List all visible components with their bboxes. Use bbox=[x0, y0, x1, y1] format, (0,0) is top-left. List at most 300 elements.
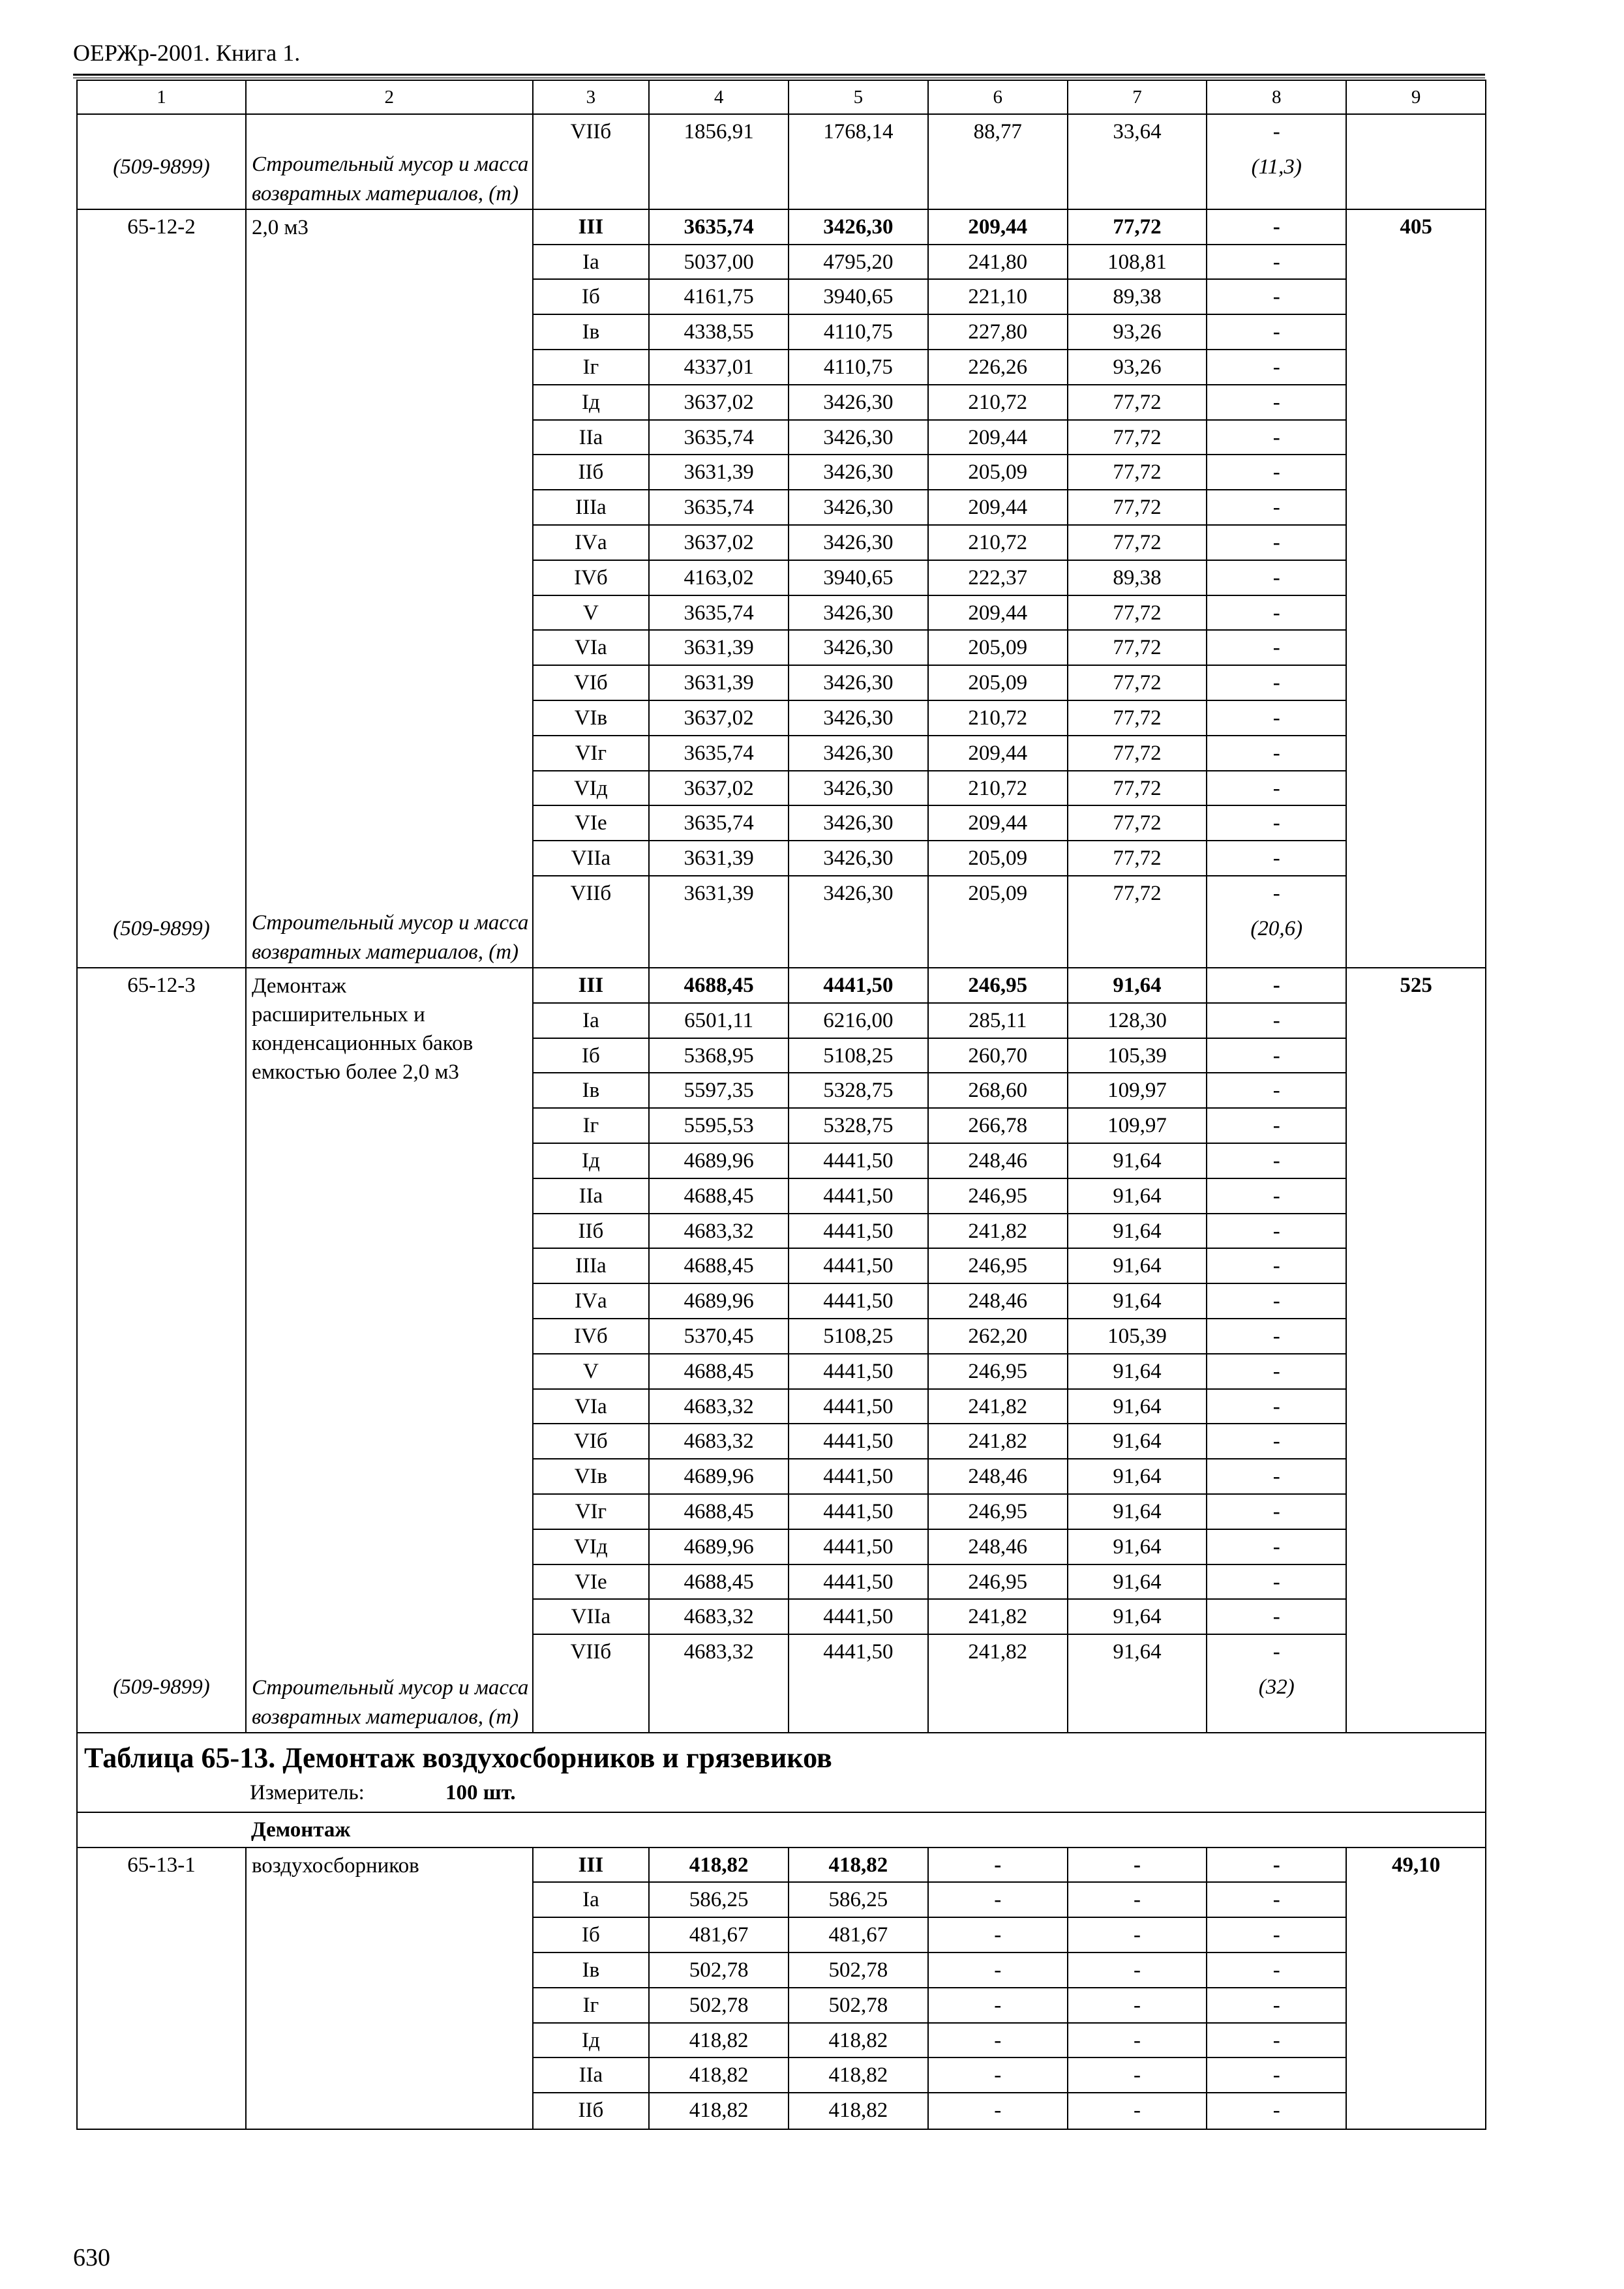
value-cell: 4441,50 bbox=[789, 1495, 927, 1530]
value-cell: - bbox=[1207, 1073, 1346, 1109]
value-cell: VIе bbox=[534, 806, 649, 841]
header-rule bbox=[73, 74, 1485, 76]
value-cell: 3426,30 bbox=[823, 881, 894, 905]
total-cell bbox=[1346, 114, 1486, 209]
value-cell: - bbox=[1207, 1179, 1346, 1214]
value-cell: 4683,32 bbox=[684, 1640, 754, 1664]
value-cell: 241,82 bbox=[929, 1214, 1067, 1249]
measure-unit bbox=[78, 1776, 1485, 1809]
value-cell: - bbox=[1207, 1004, 1346, 1039]
value-cell: Iв bbox=[534, 1953, 649, 1988]
value-column bbox=[533, 114, 650, 209]
value-cell: Iв bbox=[534, 1073, 649, 1109]
value-cell: 241,82 bbox=[929, 1390, 1067, 1425]
value-cell: VIа bbox=[534, 631, 649, 666]
value-cell: VIв bbox=[534, 701, 649, 736]
value-cell: - bbox=[929, 1918, 1067, 1953]
value-cell: 4688,45 bbox=[650, 1354, 788, 1390]
value-cell: Iв bbox=[534, 315, 649, 350]
value-cell: 3631,39 bbox=[650, 666, 788, 701]
value-cell: 4689,96 bbox=[650, 1530, 788, 1565]
total-cell bbox=[1346, 209, 1486, 968]
value-cell: Iа bbox=[534, 1883, 649, 1918]
value-cell: 248,46 bbox=[929, 1530, 1067, 1565]
value-cell: 209,44 bbox=[929, 210, 1067, 245]
page-header-title: ОЕРЖр-2001. Книга 1. bbox=[73, 40, 301, 66]
value-column bbox=[533, 968, 650, 1733]
value-cell: - bbox=[1207, 1144, 1346, 1179]
value-cell: 3635,74 bbox=[650, 806, 788, 841]
value-cell: - bbox=[1207, 1424, 1346, 1459]
value-cell: 5328,75 bbox=[789, 1073, 927, 1109]
value-cell: 89,38 bbox=[1068, 280, 1207, 315]
value-cell: - bbox=[1207, 841, 1346, 876]
value-cell: 4689,96 bbox=[650, 1284, 788, 1319]
value-cell: 205,09 bbox=[929, 631, 1067, 666]
value-column bbox=[649, 968, 789, 1733]
value-cell: 5108,25 bbox=[789, 1039, 927, 1074]
value-cell: - bbox=[1272, 120, 1280, 143]
measure-unit-value: 100 шт. bbox=[445, 1780, 516, 1804]
value-cell: 4441,50 bbox=[789, 1284, 927, 1319]
value-cell: Iб bbox=[534, 1918, 649, 1953]
value-cell: - bbox=[1207, 280, 1346, 315]
value-cell: VIд bbox=[534, 1530, 649, 1565]
value-cell: 91,64 bbox=[1068, 1495, 1207, 1530]
value-cell: 205,09 bbox=[968, 881, 1028, 905]
value-cell: 4441,50 bbox=[789, 1600, 927, 1635]
value-cell: 91,64 bbox=[1068, 1214, 1207, 1249]
measure-unit-label: Измеритель: bbox=[250, 1780, 365, 1804]
value-cell: 246,95 bbox=[929, 1179, 1067, 1214]
value-cell: 4688,45 bbox=[650, 1495, 788, 1530]
value-cell: 418,82 bbox=[650, 2024, 788, 2059]
value-cell: 241,82 bbox=[929, 1600, 1067, 1635]
value-cell: Iб bbox=[534, 1039, 649, 1074]
value-cell: 227,80 bbox=[929, 315, 1067, 350]
value-cell: 4441,50 bbox=[789, 1214, 927, 1249]
column-number: 2 bbox=[246, 80, 533, 114]
value-cell: - bbox=[1207, 666, 1346, 701]
value-cell: 4163,02 bbox=[650, 561, 788, 596]
value-cell: 4683,32 bbox=[650, 1600, 788, 1635]
value-column bbox=[533, 209, 650, 968]
rate-block-65-13-1 bbox=[77, 1848, 1486, 2129]
value-cell: - bbox=[1207, 1918, 1346, 1953]
value-cell: 246,95 bbox=[929, 1249, 1067, 1284]
rate-block-continued bbox=[77, 114, 1486, 209]
value-column bbox=[1068, 968, 1207, 1733]
value-column bbox=[789, 209, 928, 968]
value-cell: 209,44 bbox=[929, 736, 1067, 771]
value-cell: III bbox=[534, 210, 649, 245]
value-cell: - bbox=[929, 1883, 1067, 1918]
subheader-text: Демонтаж bbox=[251, 1818, 351, 1842]
value-cell: - bbox=[1207, 1565, 1346, 1600]
value-cell: 4441,50 bbox=[789, 1530, 927, 1565]
value-cell: - bbox=[1068, 2024, 1207, 2059]
value-column bbox=[1068, 209, 1207, 968]
value-cell: 105,39 bbox=[1068, 1039, 1207, 1074]
value-cell: IVа bbox=[534, 1284, 649, 1319]
value-cell: 210,72 bbox=[929, 771, 1067, 807]
value-cell: 3426,30 bbox=[789, 666, 927, 701]
value-cell: - bbox=[1068, 1883, 1207, 1918]
value-cell: - bbox=[1207, 1600, 1346, 1635]
value-cell: 3637,02 bbox=[650, 526, 788, 561]
value-column bbox=[649, 114, 789, 209]
value-cell: 418,82 bbox=[650, 1848, 788, 1883]
value-cell: 77,72 bbox=[1113, 881, 1162, 905]
value-cell: - bbox=[1207, 1495, 1346, 1530]
value-cell: 4441,50 bbox=[789, 1249, 927, 1284]
value-cell: 285,11 bbox=[929, 1004, 1067, 1039]
mass-code: (509-9899) bbox=[113, 155, 210, 179]
value-cell: 4161,75 bbox=[650, 280, 788, 315]
value-column bbox=[928, 968, 1068, 1733]
value-cell: Iа bbox=[534, 245, 649, 280]
value-column bbox=[1068, 114, 1207, 209]
value-cell: 246,95 bbox=[929, 968, 1067, 1004]
rate-code: 65-12-3 bbox=[127, 973, 196, 997]
col9-value: 525 bbox=[1400, 973, 1432, 997]
value-cell: 3426,30 bbox=[789, 385, 927, 421]
value-cell: IIб bbox=[578, 2099, 604, 2123]
value-cell: 91,64 bbox=[1068, 1144, 1207, 1179]
value-cell: IVб bbox=[534, 1319, 649, 1354]
total-cell bbox=[1346, 1848, 1486, 2129]
value-cell: 246,95 bbox=[929, 1495, 1067, 1530]
rate-description-line: конденсационных баков bbox=[251, 1031, 474, 1055]
value-cell: 3426,30 bbox=[789, 806, 927, 841]
column-number: 6 bbox=[928, 80, 1068, 114]
mass-value: (11,3) bbox=[1251, 155, 1302, 179]
value-cell: 77,72 bbox=[1068, 596, 1207, 631]
value-cell: 77,72 bbox=[1068, 210, 1207, 245]
value-cell: 209,44 bbox=[929, 490, 1067, 526]
value-cell: - bbox=[1207, 385, 1346, 421]
value-cell: 418,82 bbox=[789, 1848, 927, 1883]
value-cell: 4441,50 bbox=[789, 968, 927, 1004]
value-cell: 77,72 bbox=[1068, 631, 1207, 666]
value-cell: 3426,30 bbox=[789, 736, 927, 771]
value-cell: 91,64 bbox=[1068, 1354, 1207, 1390]
description-cell bbox=[246, 968, 533, 1733]
column-number-row bbox=[77, 80, 1486, 114]
value-cell: 3426,30 bbox=[789, 455, 927, 490]
value-cell: 209,44 bbox=[929, 806, 1067, 841]
value-column bbox=[928, 114, 1068, 209]
value-cell: 77,72 bbox=[1068, 841, 1207, 876]
value-cell: - bbox=[1207, 1953, 1346, 1988]
spacer bbox=[78, 1004, 245, 1670]
value-cell: 91,64 bbox=[1068, 1179, 1207, 1214]
value-cell: VIе bbox=[534, 1565, 649, 1600]
value-cell: Iа bbox=[534, 1004, 649, 1039]
value-cell: - bbox=[1068, 1988, 1207, 2024]
value-cell: 3426,30 bbox=[789, 210, 927, 245]
value-cell: - bbox=[1207, 350, 1346, 385]
value-cell: - bbox=[1207, 2024, 1346, 2059]
value-cell: 6216,00 bbox=[789, 1004, 927, 1039]
value-cell: 246,95 bbox=[929, 1354, 1067, 1390]
value-cell: Iб bbox=[534, 280, 649, 315]
value-cell: - bbox=[1207, 1459, 1346, 1495]
value-cell: 3426,30 bbox=[789, 631, 927, 666]
value-cell: 3631,39 bbox=[650, 841, 788, 876]
value-cell: 5328,75 bbox=[789, 1109, 927, 1144]
value-column bbox=[1068, 1848, 1207, 2129]
spacer bbox=[247, 242, 532, 908]
value-cell: 5368,95 bbox=[650, 1039, 788, 1074]
rate-code: 65-13-1 bbox=[127, 1853, 196, 1877]
value-column bbox=[1207, 114, 1346, 209]
value-cell: - bbox=[1207, 968, 1346, 1004]
value-cell: - bbox=[1133, 2099, 1141, 2123]
value-cell: - bbox=[1207, 1249, 1346, 1284]
value-cell: - bbox=[1207, 771, 1346, 807]
value-column bbox=[789, 114, 928, 209]
value-cell: 4441,50 bbox=[789, 1354, 927, 1390]
value-cell: 91,64 bbox=[1068, 968, 1207, 1004]
value-cell: VIг bbox=[534, 1495, 649, 1530]
value-column bbox=[649, 1848, 789, 2129]
value-cell: 260,70 bbox=[929, 1039, 1067, 1074]
value-cell: 77,72 bbox=[1068, 385, 1207, 421]
value-cell: 91,64 bbox=[1068, 1424, 1207, 1459]
value-cell: 5037,00 bbox=[650, 245, 788, 280]
value-cell: 4337,01 bbox=[650, 350, 788, 385]
value-cell: 4688,45 bbox=[650, 1249, 788, 1284]
value-cell: 89,38 bbox=[1068, 561, 1207, 596]
value-cell: 3940,65 bbox=[789, 280, 927, 315]
value-column bbox=[789, 1848, 928, 2129]
value-cell: 128,30 bbox=[1068, 1004, 1207, 1039]
value-cell: Iг bbox=[534, 1988, 649, 2024]
value-cell: 93,26 bbox=[1068, 315, 1207, 350]
value-cell: VIд bbox=[534, 771, 649, 807]
value-cell: 93,26 bbox=[1068, 350, 1207, 385]
value-cell: 77,72 bbox=[1068, 421, 1207, 456]
value-cell: 4441,50 bbox=[789, 1459, 927, 1495]
spacer bbox=[78, 245, 245, 912]
value-cell: 205,09 bbox=[929, 841, 1067, 876]
value-cell: 262,20 bbox=[929, 1319, 1067, 1354]
value-cell: 246,95 bbox=[929, 1565, 1067, 1600]
value-cell: 5108,25 bbox=[789, 1319, 927, 1354]
value-cell: 586,25 bbox=[789, 1883, 927, 1918]
value-cell: 3637,02 bbox=[650, 771, 788, 807]
value-cell: 109,97 bbox=[1068, 1073, 1207, 1109]
value-cell: - bbox=[1068, 1918, 1207, 1953]
value-cell: - bbox=[1207, 490, 1346, 526]
value-cell: 222,37 bbox=[929, 561, 1067, 596]
value-cell: - bbox=[1207, 701, 1346, 736]
value-cell: IVб bbox=[534, 561, 649, 596]
value-cell: - bbox=[1207, 455, 1346, 490]
value-cell: - bbox=[1272, 1640, 1280, 1664]
value-cell: 418,82 bbox=[789, 2024, 927, 2059]
value-cell: 91,64 bbox=[1068, 1284, 1207, 1319]
value-cell: - bbox=[1207, 1530, 1346, 1565]
value-cell: 91,64 bbox=[1068, 1249, 1207, 1284]
value-cell: 241,82 bbox=[968, 1640, 1028, 1664]
value-cell: 481,67 bbox=[650, 1918, 788, 1953]
value-cell: - bbox=[1207, 1039, 1346, 1074]
value-cell: 3426,30 bbox=[789, 421, 927, 456]
value-cell: 268,60 bbox=[929, 1073, 1067, 1109]
column-number: 5 bbox=[789, 80, 928, 114]
value-cell: - bbox=[1272, 2099, 1280, 2123]
value-cell: 3426,30 bbox=[789, 841, 927, 876]
value-cell: - bbox=[1207, 736, 1346, 771]
value-cell: 210,72 bbox=[929, 385, 1067, 421]
value-cell: 5370,45 bbox=[650, 1319, 788, 1354]
value-cell: - bbox=[1207, 210, 1346, 245]
value-cell: 91,64 bbox=[1068, 1600, 1207, 1635]
value-cell: 5597,35 bbox=[650, 1073, 788, 1109]
value-cell: - bbox=[929, 1953, 1067, 1988]
rate-block-65-12-3 bbox=[77, 968, 1486, 1733]
value-cell: VIб bbox=[534, 1424, 649, 1459]
value-cell: 91,64 bbox=[1068, 1565, 1207, 1600]
value-cell: 248,46 bbox=[929, 1459, 1067, 1495]
value-cell: 4683,32 bbox=[650, 1214, 788, 1249]
col9-value: 405 bbox=[1400, 215, 1432, 239]
value-cell: 221,10 bbox=[929, 280, 1067, 315]
description-cell bbox=[246, 1848, 533, 2129]
value-cell: 4110,75 bbox=[789, 350, 927, 385]
value-cell: 77,72 bbox=[1068, 666, 1207, 701]
value-column bbox=[928, 209, 1068, 968]
value-cell: 91,64 bbox=[1068, 1530, 1207, 1565]
value-cell: - bbox=[1207, 421, 1346, 456]
value-cell: IIб bbox=[534, 455, 649, 490]
value-cell: IVа bbox=[534, 526, 649, 561]
value-cell: - bbox=[1272, 881, 1280, 905]
value-cell: VIа bbox=[534, 1390, 649, 1425]
value-cell: - bbox=[1207, 631, 1346, 666]
value-cell: 502,78 bbox=[789, 1988, 927, 2024]
value-cell: 3631,39 bbox=[650, 631, 788, 666]
subheader-row bbox=[77, 1812, 1486, 1848]
value-cell: 77,72 bbox=[1068, 490, 1207, 526]
value-cell: 4441,50 bbox=[823, 1640, 894, 1664]
column-number: 1 bbox=[77, 80, 246, 114]
mass-code: (509-9899) bbox=[113, 916, 210, 940]
code-cell bbox=[77, 968, 246, 1733]
spacer bbox=[78, 115, 245, 150]
value-cell: 3635,74 bbox=[650, 210, 788, 245]
spacer bbox=[247, 1086, 532, 1673]
value-cell: Iд bbox=[534, 1144, 649, 1179]
value-cell: 91,64 bbox=[1068, 1390, 1207, 1425]
rates-table bbox=[76, 80, 1486, 2130]
value-cell: VIв bbox=[534, 1459, 649, 1495]
value-cell: IIа bbox=[534, 2058, 649, 2093]
code-cell bbox=[77, 209, 246, 968]
value-column bbox=[1207, 1848, 1346, 2129]
description-cell bbox=[246, 209, 533, 968]
mass-description: Строительный мусор и масса возвратных материалов, (т) bbox=[251, 1675, 529, 1729]
value-cell: 6501,11 bbox=[650, 1004, 788, 1039]
table-title: Таблица 65-13. Демонтаж воздухосборников и грязевиков bbox=[84, 1741, 832, 1774]
mass-value: (32) bbox=[1258, 1675, 1295, 1699]
value-cell: 3940,65 bbox=[789, 561, 927, 596]
value-cell: Iд bbox=[534, 2024, 649, 2059]
value-cell: Iд bbox=[534, 385, 649, 421]
value-cell: 209,44 bbox=[929, 596, 1067, 631]
value-cell: 3635,74 bbox=[650, 596, 788, 631]
value-cell: - bbox=[1207, 1883, 1346, 1918]
value-cell: - bbox=[1207, 1390, 1346, 1425]
value-cell: 4688,45 bbox=[650, 1565, 788, 1600]
value-cell: 248,46 bbox=[929, 1284, 1067, 1319]
column-number: 8 bbox=[1207, 80, 1346, 114]
value-cell: - bbox=[1207, 1214, 1346, 1249]
value-cell: 418,82 bbox=[828, 2099, 888, 2123]
value-column bbox=[533, 1848, 650, 2129]
rate-description: 2,0 м3 bbox=[251, 215, 308, 239]
rate-description-line: расширительных и bbox=[251, 1002, 425, 1026]
value-cell: IIIа bbox=[534, 1249, 649, 1284]
value-column bbox=[1207, 209, 1346, 968]
value-cell: 3637,02 bbox=[650, 701, 788, 736]
rate-description-line: Демонтаж bbox=[251, 974, 346, 998]
value-cell: 33,64 bbox=[1113, 120, 1162, 143]
column-number: 9 bbox=[1346, 80, 1486, 114]
value-cell: 77,72 bbox=[1068, 771, 1207, 807]
code-cell bbox=[77, 1848, 246, 2129]
value-cell: 481,67 bbox=[789, 1918, 927, 1953]
value-cell: 3426,30 bbox=[789, 701, 927, 736]
value-cell: 4683,32 bbox=[650, 1424, 788, 1459]
value-column bbox=[1207, 968, 1346, 1733]
value-cell: 1768,14 bbox=[823, 120, 894, 143]
rate-description: воздухосборников bbox=[251, 1853, 419, 1878]
value-cell: 3426,30 bbox=[789, 526, 927, 561]
value-cell: 210,72 bbox=[929, 526, 1067, 561]
value-cell: 77,72 bbox=[1068, 736, 1207, 771]
value-cell: 4683,32 bbox=[650, 1390, 788, 1425]
spacer bbox=[247, 115, 532, 150]
value-cell: IIIа bbox=[534, 490, 649, 526]
value-cell: VIIб bbox=[570, 881, 612, 905]
code-cell bbox=[77, 114, 246, 209]
value-column bbox=[789, 968, 928, 1733]
column-number: 7 bbox=[1068, 80, 1207, 114]
value-cell: 241,82 bbox=[929, 1424, 1067, 1459]
value-cell: 3631,39 bbox=[684, 881, 754, 905]
value-cell: 91,64 bbox=[1068, 1459, 1207, 1495]
value-cell: 4441,50 bbox=[789, 1179, 927, 1214]
value-cell: 3635,74 bbox=[650, 421, 788, 456]
value-cell: - bbox=[929, 1848, 1067, 1883]
value-cell: 4338,55 bbox=[650, 315, 788, 350]
value-column bbox=[649, 209, 789, 968]
value-cell: 109,97 bbox=[1068, 1109, 1207, 1144]
value-cell: - bbox=[1207, 1848, 1346, 1883]
value-cell: - bbox=[929, 1988, 1067, 2024]
value-cell: VIIб bbox=[570, 120, 612, 143]
value-cell: - bbox=[1207, 1284, 1346, 1319]
column-number: 4 bbox=[649, 80, 789, 114]
value-cell: 241,80 bbox=[929, 245, 1067, 280]
value-cell: 105,39 bbox=[1068, 1319, 1207, 1354]
value-cell: 1856,91 bbox=[684, 120, 754, 143]
value-cell: V bbox=[534, 1354, 649, 1390]
mass-value: (20,6) bbox=[1250, 916, 1303, 940]
